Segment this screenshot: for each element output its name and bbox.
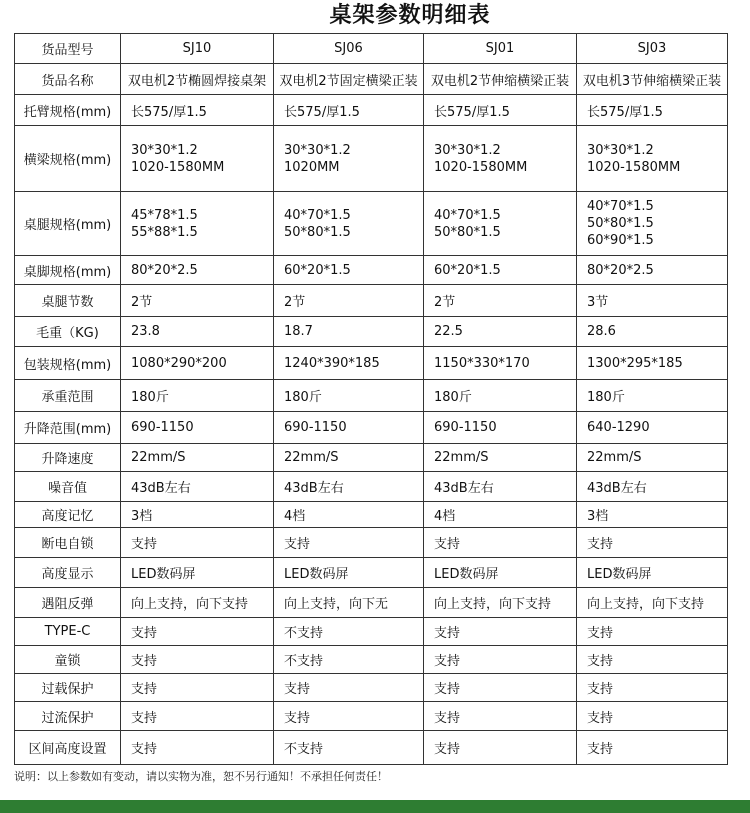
model-header: SJ03 [577, 34, 728, 64]
table-cell: 支持 [424, 702, 577, 731]
table-row [15, 646, 728, 674]
table-cell: 22mm/S [577, 444, 728, 472]
row-label: 过流保护 [15, 702, 121, 731]
table-cell: 18.7 [274, 317, 424, 347]
row-label: 遇阻反弹 [15, 588, 121, 618]
cell-line: 30*30*1.2 [131, 142, 198, 158]
table-cell: 支持 [577, 731, 728, 765]
table-cell: 43dB左右 [424, 472, 577, 502]
table-row [15, 285, 728, 317]
header-row [15, 34, 728, 64]
table-cell: 22.5 [424, 317, 577, 347]
cell-line: 45*78*1.5 [131, 207, 198, 223]
table-cell: 双电机3节伸缩横梁正装 [577, 64, 728, 95]
row-label: 高度显示 [15, 558, 121, 588]
table-row [15, 380, 728, 412]
cell-line: 1020MM [284, 159, 340, 175]
table-cell: 22mm/S [121, 444, 274, 472]
table-cell: 22mm/S [424, 444, 577, 472]
table-cell: 支持 [577, 702, 728, 731]
table-cell: 60*20*1.5 [424, 256, 577, 285]
disclaimer-note: 说明：以上参数如有变动，请以实物为准，恕不另行通知！不承担任何责任！ [14, 770, 388, 783]
bottom-bar [0, 800, 750, 813]
row-label: 升降范围(mm) [15, 412, 121, 444]
row-label: 货品名称 [15, 64, 121, 95]
cell-line: 50*80*1.5 [587, 216, 654, 231]
table-cell: LED数码屏 [424, 558, 577, 588]
row-label: 断电自锁 [15, 528, 121, 558]
table-cell: 支持 [121, 646, 274, 674]
table-cell: 3档 [121, 502, 274, 528]
table-row [15, 256, 728, 285]
table-row [15, 502, 728, 528]
table-cell: 60*20*1.5 [274, 256, 424, 285]
table-cell: 支持 [274, 702, 424, 731]
table-cell: 80*20*2.5 [577, 256, 728, 285]
table-row [15, 618, 728, 646]
cell-line: 30*30*1.2 [587, 142, 654, 158]
table-cell [274, 192, 424, 256]
row-label: 包装规格(mm) [15, 347, 121, 380]
table-cell: 向上支持，向下支持 [577, 588, 728, 618]
table-cell: 1300*295*185 [577, 347, 728, 380]
row-label: 横梁规格(mm) [15, 126, 121, 192]
table-cell: 双电机2节固定横梁正装 [274, 64, 424, 95]
table-cell: 不支持 [274, 646, 424, 674]
spec-table [14, 33, 728, 765]
spec-table-body [15, 34, 728, 765]
table-cell: 长575/厚1.5 [121, 95, 274, 126]
table-cell [121, 192, 274, 256]
row-label: 承重范围 [15, 380, 121, 412]
table-cell: 支持 [121, 618, 274, 646]
table-cell: 支持 [577, 646, 728, 674]
table-cell: 43dB左右 [577, 472, 728, 502]
table-cell: 支持 [121, 731, 274, 765]
table-cell: 80*20*2.5 [121, 256, 274, 285]
table-row [15, 412, 728, 444]
cell-line: 1020-1580MM [434, 159, 528, 175]
table-cell: 180斤 [424, 380, 577, 412]
table-row [15, 64, 728, 95]
table-row [15, 702, 728, 731]
row-label: TYPE-C [15, 618, 121, 646]
table-cell [424, 192, 577, 256]
table-cell: 2节 [121, 285, 274, 317]
table-row [15, 588, 728, 618]
table-cell: 180斤 [577, 380, 728, 412]
table-cell: LED数码屏 [121, 558, 274, 588]
row-label: 高度记忆 [15, 502, 121, 528]
cell-line: 40*70*1.5 [587, 199, 654, 214]
table-cell [274, 126, 424, 192]
table-cell: 3档 [577, 502, 728, 528]
table-row [15, 126, 728, 192]
cell-line: 1020-1580MM [587, 159, 681, 175]
table-cell: 43dB左右 [121, 472, 274, 502]
cell-line: 55*88*1.5 [131, 224, 198, 240]
table-row [15, 674, 728, 702]
row-label: 毛重（KG) [15, 317, 121, 347]
model-header: SJ06 [274, 34, 424, 64]
header-label: 货品型号 [15, 34, 121, 64]
table-cell: 2节 [274, 285, 424, 317]
table-row [15, 528, 728, 558]
row-label: 区间高度设置 [15, 731, 121, 765]
table-cell: 支持 [274, 674, 424, 702]
table-cell: 支持 [274, 528, 424, 558]
table-row [15, 95, 728, 126]
table-cell: 180斤 [121, 380, 274, 412]
page-title: 桌架参数明细表 [329, 3, 491, 28]
table-row [15, 472, 728, 502]
table-cell: 不支持 [274, 618, 424, 646]
table-cell: 2节 [424, 285, 577, 317]
cell-line: 1020-1580MM [131, 159, 225, 175]
row-label: 童锁 [15, 646, 121, 674]
table-cell: 3节 [577, 285, 728, 317]
cell-line: 30*30*1.2 [284, 142, 351, 158]
table-cell: 1240*390*185 [274, 347, 424, 380]
table-cell: 不支持 [274, 731, 424, 765]
cell-line: 50*80*1.5 [284, 224, 351, 240]
row-label: 桌腿规格(mm) [15, 192, 121, 256]
table-cell: 长575/厚1.5 [274, 95, 424, 126]
table-cell: 1150*330*170 [424, 347, 577, 380]
cell-line: 40*70*1.5 [434, 207, 501, 223]
model-header: SJ10 [121, 34, 274, 64]
table-row [15, 347, 728, 380]
cell-line: 30*30*1.2 [434, 142, 501, 158]
table-cell: 690-1150 [274, 412, 424, 444]
table-cell: 4档 [274, 502, 424, 528]
table-cell: 1080*290*200 [121, 347, 274, 380]
table-row [15, 317, 728, 347]
table-cell: 180斤 [274, 380, 424, 412]
table-cell: 22mm/S [274, 444, 424, 472]
table-cell: 长575/厚1.5 [577, 95, 728, 126]
table-cell: 23.8 [121, 317, 274, 347]
table-cell [577, 192, 728, 256]
table-cell: 双电机2节伸缩横梁正装 [424, 64, 577, 95]
table-cell: 双电机2节椭圆焊接桌架 [121, 64, 274, 95]
table-cell: 长575/厚1.5 [424, 95, 577, 126]
table-cell: 支持 [424, 674, 577, 702]
row-label: 过载保护 [15, 674, 121, 702]
table-cell: 支持 [424, 618, 577, 646]
table-row [15, 558, 728, 588]
table-cell: LED数码屏 [577, 558, 728, 588]
table-cell [121, 126, 274, 192]
table-cell [424, 126, 577, 192]
table-row [15, 444, 728, 472]
table-cell: 支持 [424, 646, 577, 674]
table-cell: LED数码屏 [274, 558, 424, 588]
row-label: 桌脚规格(mm) [15, 256, 121, 285]
table-cell: 4档 [424, 502, 577, 528]
table-cell: 支持 [577, 674, 728, 702]
table-cell: 640-1290 [577, 412, 728, 444]
table-cell [577, 126, 728, 192]
table-cell: 向上支持，向下无 [274, 588, 424, 618]
cell-line: 40*70*1.5 [284, 207, 351, 223]
row-label: 桌腿节数 [15, 285, 121, 317]
cell-line: 60*90*1.5 [587, 233, 654, 248]
row-label: 升降速度 [15, 444, 121, 472]
table-cell: 28.6 [577, 317, 728, 347]
table-cell: 向上支持，向下支持 [121, 588, 274, 618]
table-cell: 向上支持，向下支持 [424, 588, 577, 618]
table-cell: 支持 [577, 528, 728, 558]
table-row [15, 731, 728, 765]
table-cell: 支持 [577, 618, 728, 646]
table-cell: 支持 [424, 731, 577, 765]
table-cell: 690-1150 [121, 412, 274, 444]
table-row [15, 192, 728, 256]
table-cell: 支持 [424, 528, 577, 558]
table-cell: 690-1150 [424, 412, 577, 444]
table-cell: 支持 [121, 702, 274, 731]
model-header: SJ01 [424, 34, 577, 64]
row-label: 噪音值 [15, 472, 121, 502]
row-label: 托臂规格(mm) [15, 95, 121, 126]
table-cell: 43dB左右 [274, 472, 424, 502]
table-cell: 支持 [121, 674, 274, 702]
cell-line: 50*80*1.5 [434, 224, 501, 240]
table-cell: 支持 [121, 528, 274, 558]
